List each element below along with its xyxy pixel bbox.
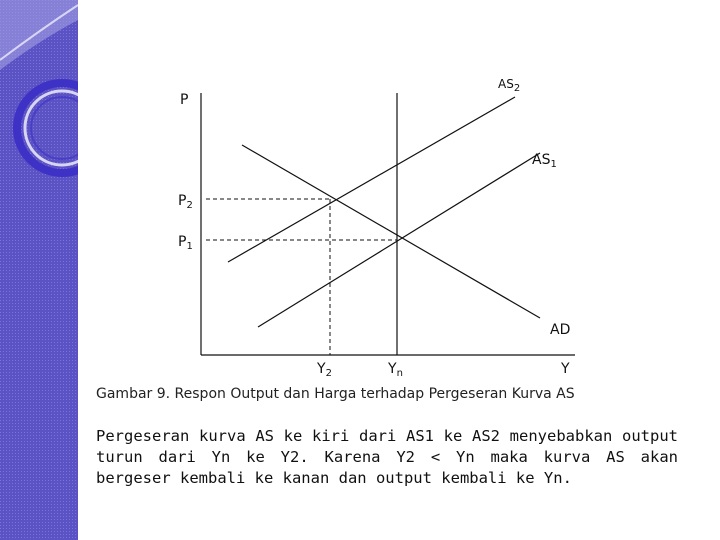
ad-label: AD bbox=[550, 322, 571, 338]
as2-curve bbox=[228, 97, 515, 262]
y-axis-label: P bbox=[180, 92, 189, 108]
as2-label: $AS_2$ bbox=[498, 77, 521, 94]
x-axis-label: Y bbox=[561, 361, 570, 377]
as1-label: $AS_1$ bbox=[532, 152, 557, 170]
p2-label: $P_2$ bbox=[178, 193, 193, 211]
p1-label: $P_1$ bbox=[178, 234, 193, 252]
yn-label: $Y_n$ bbox=[388, 361, 403, 379]
ad-curve bbox=[242, 145, 540, 318]
explanation-paragraph: Pergeseran kurva AS ke kiri dari AS1 ke AS2 menyebabkan output turun dari Yn ke Y2. Karena Y2 < Yn maka kurva AS akan bergeser kembali ke kanan dan output kembali ke Yn. bbox=[96, 427, 678, 487]
figure-caption: Gambar 9. Respon Output dan Harga terhadap Pergeseran Kurva AS bbox=[96, 386, 575, 402]
y2-label: $Y_2$ bbox=[317, 361, 332, 379]
